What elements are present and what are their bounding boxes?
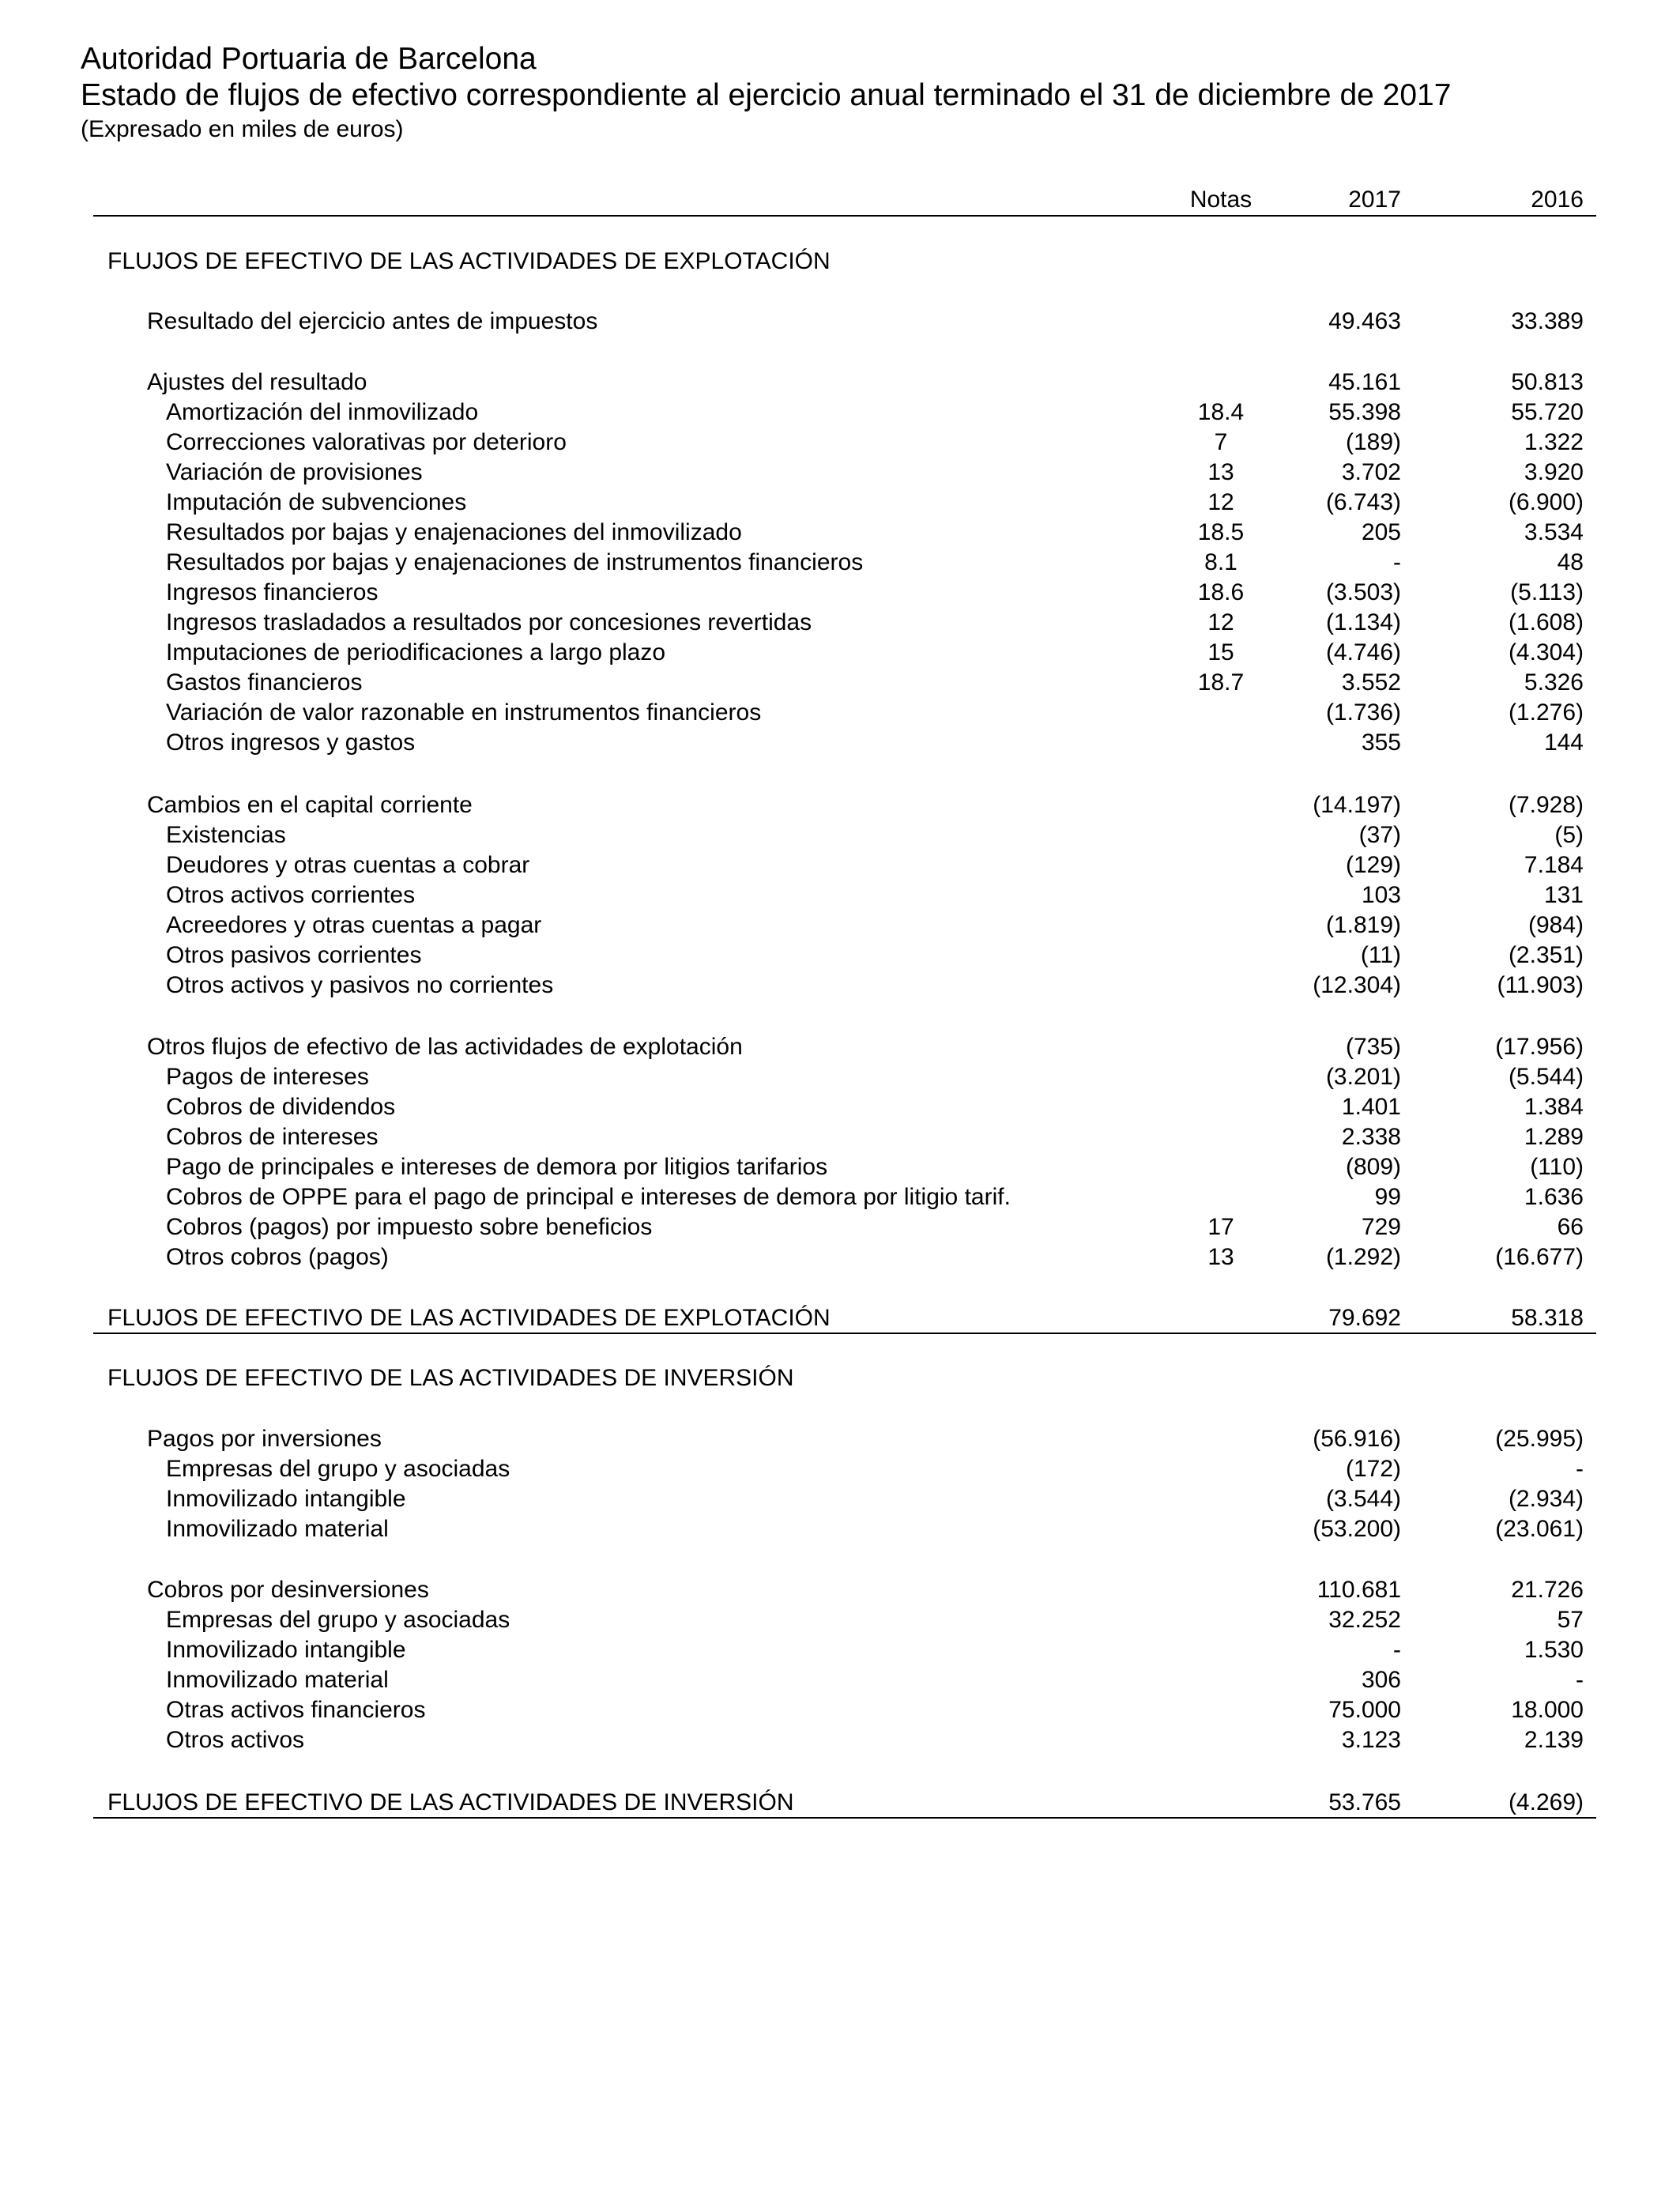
row-value-2017: 306 — [1361, 1667, 1401, 1693]
row-value-2016: (1.608) — [1508, 609, 1584, 635]
row-value-2017: (735) — [1345, 1034, 1401, 1060]
statement-subtitle: (Expresado en miles de euros) — [81, 116, 404, 142]
row-value-2017: (12.304) — [1313, 972, 1401, 998]
row-value-2017: (3.201) — [1325, 1064, 1401, 1090]
row-value-2017: 79.692 — [1328, 1305, 1401, 1331]
row-value-2016: 48 — [1557, 549, 1584, 575]
subtotal-row — [0, 368, 1680, 398]
row-value-2017: 355 — [1361, 729, 1401, 756]
row-value-2016: 1.530 — [1524, 1637, 1584, 1663]
subtotal-row — [0, 1424, 1680, 1454]
table-row — [0, 1122, 1680, 1152]
row-value-2016: 3.534 — [1524, 519, 1584, 545]
row-value-2017: (1.819) — [1325, 912, 1401, 938]
subtotal-row — [0, 307, 1680, 337]
row-label: Deudores y otras cuentas a cobrar — [166, 852, 530, 878]
row-value-2017: 99 — [1374, 1184, 1401, 1210]
table-row — [0, 1635, 1680, 1665]
row-value-2017: - — [1393, 549, 1401, 575]
row-label: Inmovilizado material — [166, 1667, 389, 1693]
row-label: Existencias — [166, 822, 286, 848]
row-value-2017: 729 — [1361, 1214, 1401, 1240]
row-value-2017: 53.765 — [1328, 1789, 1401, 1815]
row-label: Resultado del ejercicio antes de impuestos — [147, 308, 598, 334]
table-row — [0, 578, 1680, 608]
row-note: 17 — [1207, 1214, 1234, 1240]
row-label: Ajustes del resultado — [147, 369, 367, 395]
row-note: 15 — [1207, 639, 1234, 665]
row-label: Otros pasivos corrientes — [166, 942, 422, 968]
row-label: Resultados por bajas y enajenaciones de instrumentos financieros — [166, 549, 864, 575]
row-value-2017: 1.401 — [1341, 1094, 1401, 1120]
column-header-2016: 2016 — [1531, 187, 1584, 213]
table-row — [0, 1484, 1680, 1514]
table-row — [0, 638, 1680, 668]
row-value-2016: (17.956) — [1495, 1034, 1584, 1060]
row-label: Cambios en el capital corriente — [147, 792, 473, 818]
row-value-2017: 110.681 — [1317, 1577, 1401, 1603]
row-note: 8.1 — [1204, 549, 1237, 575]
row-label: FLUJOS DE EFECTIVO DE LAS ACTIVIDADES DE INVERSIÓN — [107, 1789, 794, 1815]
row-note: 12 — [1207, 609, 1234, 635]
table-row — [0, 820, 1680, 850]
table-row — [0, 698, 1680, 728]
table-row — [0, 941, 1680, 971]
row-value-2017: (189) — [1345, 429, 1401, 455]
table-row — [0, 1665, 1680, 1695]
row-value-2016: 66 — [1557, 1214, 1584, 1240]
table-row — [0, 608, 1680, 638]
row-value-2017: 205 — [1361, 519, 1401, 545]
row-value-2016: - — [1576, 1667, 1584, 1693]
table-row — [0, 1152, 1680, 1182]
row-label: Imputación de subvenciones — [166, 489, 467, 515]
row-label: Gastos financieros — [166, 669, 363, 696]
row-value-2016: 1.289 — [1524, 1124, 1584, 1150]
table-row — [0, 1454, 1680, 1484]
row-value-2016: (16.677) — [1495, 1244, 1584, 1270]
row-label: Cobros de dividendos — [166, 1094, 396, 1120]
row-label: Correcciones valorativas por deterioro — [166, 429, 567, 455]
row-value-2017: (56.916) — [1313, 1426, 1401, 1452]
row-value-2016: (4.304) — [1508, 639, 1584, 665]
row-label: Otros ingresos y gastos — [166, 729, 416, 756]
row-value-2017: (14.197) — [1313, 792, 1401, 818]
row-label: Cobros de intereses — [166, 1124, 379, 1150]
table-row — [0, 1092, 1680, 1122]
table-row — [0, 548, 1680, 578]
table-row — [0, 488, 1680, 518]
row-note: 18.5 — [1197, 519, 1245, 545]
table-row — [0, 971, 1680, 1001]
row-label: Inmovilizado intangible — [166, 1637, 406, 1663]
row-value-2016: 50.813 — [1511, 369, 1584, 395]
row-value-2016: (5.544) — [1508, 1064, 1584, 1090]
row-value-2017: (1.736) — [1325, 699, 1401, 726]
row-note: 18.7 — [1197, 669, 1245, 696]
section-row — [0, 1788, 1680, 1818]
row-label: Ingresos trasladados a resultados por concesiones revertidas — [166, 609, 812, 635]
row-value-2017: (172) — [1345, 1456, 1401, 1482]
column-header-2017: 2017 — [1348, 187, 1401, 213]
row-label: Variación de provisiones — [166, 459, 423, 485]
table-row — [0, 880, 1680, 910]
row-value-2016: 33.389 — [1511, 308, 1584, 334]
row-value-2017: 3.552 — [1341, 669, 1401, 696]
row-label: Acreedores y otras cuentas a pagar — [166, 912, 542, 938]
row-value-2016: (5) — [1554, 822, 1584, 848]
table-row — [0, 728, 1680, 758]
row-label: Otros activos — [166, 1727, 305, 1753]
row-value-2016: (1.276) — [1508, 699, 1584, 726]
section-row — [0, 1363, 1680, 1393]
table-row — [0, 1514, 1680, 1544]
row-label: FLUJOS DE EFECTIVO DE LAS ACTIVIDADES DE INVERSIÓN — [107, 1365, 794, 1391]
row-label: FLUJOS DE EFECTIVO DE LAS ACTIVIDADES DE EXPLOTACIÓN — [107, 248, 831, 274]
row-value-2016: - — [1576, 1456, 1584, 1482]
row-label: Pagos por inversiones — [147, 1426, 382, 1452]
table-row — [0, 668, 1680, 698]
table-row — [0, 1605, 1680, 1635]
table-row — [0, 1182, 1680, 1212]
row-value-2017: 103 — [1361, 882, 1401, 908]
row-note: 13 — [1207, 459, 1234, 485]
row-value-2016: (110) — [1530, 1154, 1584, 1180]
row-label: Inmovilizado material — [166, 1516, 389, 1542]
row-value-2017: (1.292) — [1325, 1244, 1401, 1270]
table-row — [0, 398, 1680, 428]
section-row — [0, 247, 1680, 277]
row-value-2017: 75.000 — [1328, 1697, 1401, 1723]
entity-name: Autoridad Portuaria de Barcelona — [81, 42, 537, 76]
row-label: Otros activos y pasivos no corrientes — [166, 972, 554, 998]
table-row — [0, 428, 1680, 458]
row-note: 18.4 — [1197, 399, 1245, 425]
row-label: Otros flujos de efectivo de las actividades de explotación — [147, 1034, 743, 1060]
row-value-2016: (6.900) — [1508, 489, 1584, 515]
table-row — [0, 1212, 1680, 1242]
row-value-2016: (2.351) — [1508, 942, 1584, 968]
row-value-2016: (984) — [1527, 912, 1584, 938]
row-value-2016: (5.113) — [1510, 579, 1584, 605]
row-value-2016: (4.269) — [1508, 1789, 1584, 1815]
row-value-2016: 1.636 — [1524, 1184, 1584, 1210]
row-value-2016: 57 — [1557, 1607, 1584, 1633]
row-value-2016: (23.061) — [1495, 1516, 1584, 1542]
row-value-2017: (3.503) — [1325, 579, 1401, 605]
row-value-2017: (4.746) — [1325, 639, 1401, 665]
row-label: Otros activos corrientes — [166, 882, 416, 908]
table-row — [0, 910, 1680, 941]
row-label: Cobros de OPPE para el pago de principal e intereses de demora por litigio tarif. — [166, 1184, 1011, 1210]
row-value-2016: 18.000 — [1511, 1697, 1584, 1723]
row-value-2016: 1.322 — [1524, 429, 1584, 455]
document-header — [81, 41, 1451, 145]
table-row — [0, 458, 1680, 488]
row-label: Amortización del inmovilizado — [166, 399, 479, 425]
row-label: Ingresos financieros — [166, 579, 379, 605]
table-row — [0, 850, 1680, 880]
row-label: Imputaciones de periodificaciones a largo plazo — [166, 639, 666, 665]
row-note: 18.6 — [1197, 579, 1245, 605]
row-label: Variación de valor razonable en instrumentos financieros — [166, 699, 762, 726]
row-value-2017: 3.702 — [1341, 459, 1401, 485]
row-note: 12 — [1207, 489, 1234, 515]
table-row — [0, 518, 1680, 548]
row-value-2017: (129) — [1345, 852, 1401, 878]
row-label: Resultados por bajas y enajenaciones del inmovilizado — [166, 519, 742, 545]
row-label: Pagos de intereses — [166, 1064, 369, 1090]
row-value-2016: (2.934) — [1508, 1486, 1584, 1512]
row-label: Cobros (pagos) por impuesto sobre beneficios — [166, 1214, 653, 1240]
row-label: Otras activos financieros — [166, 1697, 426, 1723]
subtotal-row — [0, 790, 1680, 820]
row-label: Cobros por desinversiones — [147, 1577, 429, 1603]
header-divider — [93, 215, 1596, 217]
row-label: Otros cobros (pagos) — [166, 1244, 389, 1270]
row-value-2016: 144 — [1543, 729, 1584, 756]
row-value-2017: (1.134) — [1325, 609, 1401, 635]
row-value-2016: 2.139 — [1524, 1727, 1584, 1753]
row-note: 7 — [1214, 429, 1228, 455]
row-value-2017: (11) — [1360, 942, 1401, 968]
row-value-2016: 55.720 — [1511, 399, 1584, 425]
column-header-notes: Notas — [1189, 187, 1252, 213]
row-value-2017: - — [1393, 1637, 1401, 1663]
row-note: 13 — [1207, 1244, 1234, 1270]
row-value-2017: 45.161 — [1328, 369, 1401, 395]
row-value-2017: (6.743) — [1325, 489, 1401, 515]
row-value-2016: (25.995) — [1495, 1426, 1584, 1452]
row-value-2017: (37) — [1358, 822, 1401, 848]
statement-title: Estado de flujos de efectivo correspondiente al ejercicio anual terminado el 31 de diciembre de 2017 — [81, 78, 1452, 112]
row-value-2017: 3.123 — [1341, 1727, 1401, 1753]
row-value-2016: 58.318 — [1511, 1305, 1584, 1331]
row-value-2017: 55.398 — [1328, 399, 1401, 425]
row-value-2016: 7.184 — [1524, 852, 1584, 878]
row-value-2016: 3.920 — [1524, 459, 1584, 485]
subtotal-row — [0, 1575, 1680, 1605]
row-label: Inmovilizado intangible — [166, 1486, 406, 1512]
row-value-2017: 32.252 — [1328, 1607, 1401, 1633]
table-row — [0, 1725, 1680, 1755]
row-value-2017: (3.544) — [1325, 1486, 1401, 1512]
row-value-2017: 2.338 — [1341, 1124, 1401, 1150]
section-row — [0, 1303, 1680, 1333]
table-row — [0, 1695, 1680, 1725]
row-value-2017: 49.463 — [1328, 308, 1401, 334]
subtotal-row — [0, 1032, 1680, 1062]
row-value-2016: (11.903) — [1497, 972, 1584, 998]
table-row — [0, 1242, 1680, 1272]
row-value-2016: 1.384 — [1524, 1094, 1584, 1120]
row-value-2016: (7.928) — [1508, 792, 1584, 818]
row-value-2017: (53.200) — [1313, 1516, 1401, 1542]
row-value-2016: 131 — [1543, 882, 1584, 908]
row-label: Pago de principales e intereses de demora por litigios tarifarios — [166, 1154, 828, 1180]
table-row — [0, 1062, 1680, 1092]
row-value-2017: (809) — [1345, 1154, 1401, 1180]
row-label: FLUJOS DE EFECTIVO DE LAS ACTIVIDADES DE EXPLOTACIÓN — [107, 1305, 831, 1331]
column-header-row — [0, 185, 1680, 215]
row-value-2016: 21.726 — [1511, 1577, 1584, 1603]
row-label: Empresas del grupo y asociadas — [166, 1456, 510, 1482]
row-label: Empresas del grupo y asociadas — [166, 1607, 510, 1633]
row-value-2016: 5.326 — [1524, 669, 1584, 696]
